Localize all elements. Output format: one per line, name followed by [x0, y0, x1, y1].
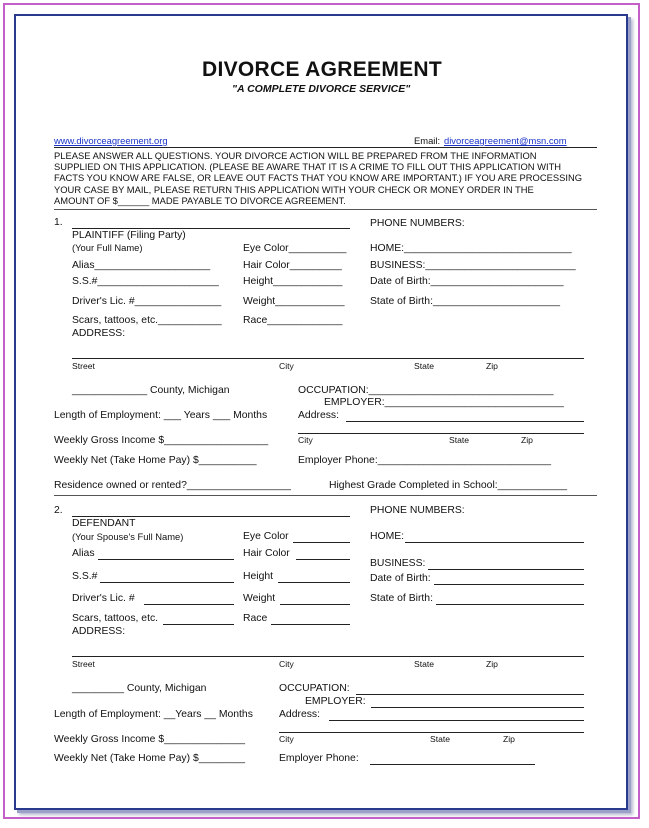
defendant-hair-color-field[interactable] [296, 559, 350, 560]
plaintiff-state-birth-field[interactable]: State of Birth:______________________ [370, 296, 561, 307]
defendant-role: DEFENDANT [72, 518, 136, 529]
defendant-drivers-lic-label: Driver's Lic. # [72, 593, 135, 604]
defendant-weight-field[interactable] [280, 604, 350, 605]
address-street-label: Street [72, 659, 95, 669]
plaintiff-employer-address-line[interactable] [346, 421, 584, 422]
defendant-employer-phone-label: Employer Phone: [279, 753, 359, 764]
defendant-weekly-gross-field[interactable]: Weekly Gross Income $______________ [54, 734, 246, 745]
employer-state-label: State [430, 734, 451, 744]
defendant-phone-heading: PHONE NUMBERS: [370, 505, 465, 516]
defendant-employer-address-line[interactable] [329, 720, 584, 721]
defendant-employer-field[interactable] [371, 707, 584, 708]
defendant-name-field[interactable] [72, 516, 350, 517]
defendant-state-birth-field[interactable] [436, 604, 584, 605]
defendant-address-line[interactable] [72, 656, 584, 657]
defendant-dob-label: Date of Birth: [370, 573, 431, 584]
defendant-drivers-lic-field[interactable] [144, 604, 234, 605]
defendant-dob-field[interactable] [434, 584, 584, 585]
plaintiff-weekly-gross-field[interactable]: Weekly Gross Income $__________________ [54, 435, 269, 446]
plaintiff-residence-field[interactable]: Residence owned or rented?__________________ [54, 480, 291, 491]
plaintiff-alias-field[interactable]: Alias____________________ [72, 260, 211, 271]
defendant-employer-phone-field[interactable] [370, 764, 535, 765]
instruction-line: AMOUNT OF $______ MADE PAYABLE TO DIVORCE AGREEMENT. [54, 194, 346, 206]
plaintiff-address-label: ADDRESS: [72, 328, 126, 339]
plaintiff-highest-grade-field[interactable]: Highest Grade Completed in School:____________ [329, 480, 567, 491]
defendant-employment-length-field[interactable]: Length of Employment: __Years __ Months [54, 709, 253, 720]
plaintiff-drivers-lic-field[interactable]: Driver's Lic. #_______________ [72, 296, 222, 307]
plaintiff-scars-field[interactable]: Scars, tattoos, etc.___________ [72, 315, 222, 326]
defendant-ss-field[interactable] [100, 582, 234, 583]
plaintiff-phone-heading: PHONE NUMBERS: [370, 218, 465, 229]
section-divider [54, 495, 597, 496]
address-state-label: State [414, 361, 435, 371]
plaintiff-business-phone-field[interactable]: BUSINESS:__________________________ [370, 260, 576, 271]
defendant-height-label: Height [243, 571, 274, 582]
plaintiff-ss-field[interactable]: S.S.#_____________________ [72, 276, 219, 287]
instruction-line: FACTS YOU KNOW ARE FALSE, OR LEAVE OUT FACTS THAT YOU KNOW ARE IMPORTANT.) IF YOU ARE PROCESSING [54, 172, 583, 184]
plaintiff-employer-address-label: Address: [298, 410, 340, 421]
defendant-alias-field[interactable] [98, 559, 234, 560]
plaintiff-dob-field[interactable]: Date of Birth:_______________________ [370, 276, 564, 287]
defendant-hair-color-label: Hair Color [243, 548, 290, 559]
email-link[interactable]: divorceagreement@msn.com [444, 135, 567, 146]
email-label: Email: [414, 135, 441, 146]
plaintiff-weight-field[interactable]: Weight____________ [243, 296, 345, 307]
defendant-scars-label: Scars, tattoos, etc. [72, 613, 159, 624]
plaintiff-address-line[interactable] [72, 358, 584, 359]
defendant-scars-field[interactable] [163, 624, 234, 625]
section-2-number: 2. [54, 505, 63, 516]
plaintiff-hair-color-field[interactable]: Hair Color_________ [243, 260, 342, 271]
defendant-ss-label: S.S.# [72, 571, 98, 582]
employer-city-label: City [298, 435, 313, 445]
instruction-line: PLEASE ANSWER ALL QUESTIONS. YOUR DIVORCE ACTION WILL BE PREPARED FROM THE INFORMATION [54, 150, 537, 161]
plaintiff-eye-color-field[interactable]: Eye Color__________ [243, 243, 347, 254]
plaintiff-name-hint: (Your Full Name) [72, 242, 143, 253]
defendant-home-phone-field[interactable] [405, 542, 584, 543]
employer-zip-label: Zip [521, 435, 533, 445]
defendant-employer-label: EMPLOYER: [305, 696, 366, 707]
defendant-weekly-net-field[interactable]: Weekly Net (Take Home Pay) $________ [54, 753, 245, 764]
instruction-line: YOUR CASE BY MAIL, PLEASE RETURN THIS APPLICATION WITH YOUR CHECK OR MONEY ORDER IN THE [54, 183, 534, 195]
address-zip-label: Zip [486, 659, 498, 669]
defendant-alias-label: Alias [72, 548, 95, 559]
employer-zip-label: Zip [503, 734, 515, 744]
defendant-business-phone-field[interactable] [428, 569, 584, 570]
defendant-employer-address-label: Address: [279, 709, 321, 720]
instruction-line: SUPPLIED ON THIS APPLICATION. (PLEASE BE AWARE THAT IT IS A CRIME TO FILL OUT THIS APPLICATION WITH [54, 161, 562, 173]
address-state-label: State [414, 659, 435, 669]
instructions [54, 150, 582, 206]
plaintiff-role: PLAINTIFF (Filing Party) [72, 230, 186, 241]
defendant-address-label: ADDRESS: [72, 626, 126, 637]
defendant-race-label: Race [243, 613, 268, 624]
address-street-label: Street [72, 361, 95, 371]
plaintiff-employer-field[interactable]: EMPLOYER:_______________________________ [324, 397, 564, 408]
page-title: DIVORCE AGREEMENT [202, 58, 443, 81]
defendant-home-phone-label: HOME: [370, 531, 405, 542]
plaintiff-employer-address-line2[interactable] [298, 433, 584, 434]
defendant-eye-color-label: Eye Color [243, 531, 289, 542]
header-divider [54, 147, 597, 148]
employer-state-label: State [449, 435, 470, 445]
defendant-employer-address-line2[interactable] [279, 732, 584, 733]
employer-city-label: City [279, 734, 294, 744]
plaintiff-race-field[interactable]: Race_____________ [243, 315, 343, 326]
defendant-eye-color-field[interactable] [293, 542, 350, 543]
plaintiff-occupation-field[interactable]: OCCUPATION:________________________________ [298, 385, 554, 396]
defendant-occupation-label: OCCUPATION: [279, 683, 350, 694]
defendant-race-field[interactable] [271, 624, 350, 625]
page-subtitle: "A COMPLETE DIVORCE SERVICE" [232, 83, 411, 95]
section-divider [54, 209, 597, 210]
address-city-label: City [279, 659, 294, 669]
defendant-name-hint: (Your Spouse's Full Name) [72, 531, 184, 542]
document-page [14, 14, 628, 810]
defendant-occupation-field[interactable] [356, 694, 584, 695]
plaintiff-county-field[interactable]: _____________ County, Michigan [72, 385, 230, 396]
plaintiff-home-phone-field[interactable]: HOME:_____________________________ [370, 243, 572, 254]
plaintiff-employment-length-field[interactable]: Length of Employment: ___ Years ___ Months [54, 410, 268, 421]
plaintiff-weekly-net-field[interactable]: Weekly Net (Take Home Pay) $__________ [54, 455, 257, 466]
defendant-business-phone-label: BUSINESS: [370, 558, 426, 569]
plaintiff-employer-phone-field[interactable]: Employer Phone:______________________________ [298, 455, 552, 466]
plaintiff-name-field[interactable] [72, 228, 350, 229]
defendant-height-field[interactable] [278, 582, 350, 583]
defendant-weight-label: Weight [243, 593, 276, 604]
plaintiff-height-field[interactable]: Height____________ [243, 276, 343, 287]
address-zip-label: Zip [486, 361, 498, 371]
address-city-label: City [279, 361, 294, 371]
defendant-county-field[interactable]: _________ County, Michigan [72, 683, 207, 694]
website-link[interactable]: www.divorceagreement.org [54, 135, 168, 146]
section-1-number: 1. [54, 217, 63, 228]
defendant-state-birth-label: State of Birth: [370, 593, 433, 604]
